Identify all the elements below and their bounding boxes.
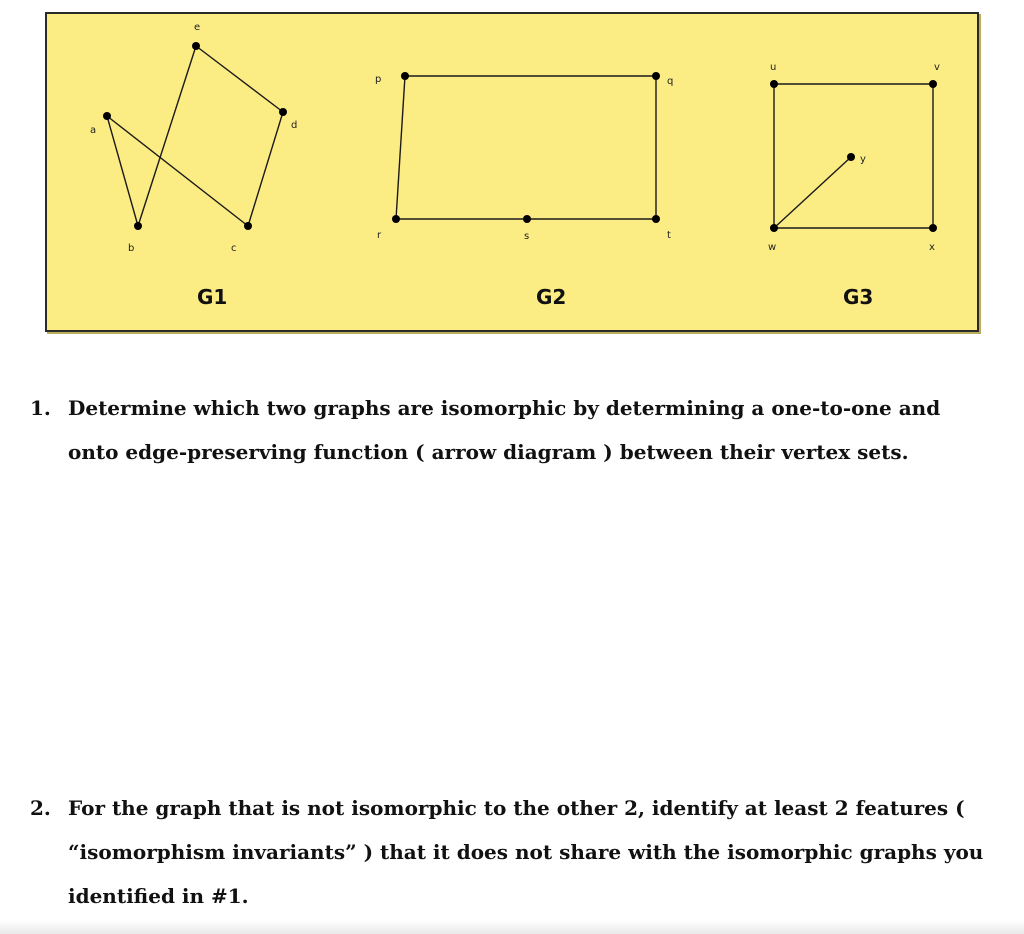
graph-label-g2: G2 xyxy=(536,285,567,309)
g3-vertex-label-y: y xyxy=(860,154,866,165)
g1-vertex-a xyxy=(103,112,111,120)
g3-edge-w-y xyxy=(774,157,851,228)
g1-vertex-c xyxy=(244,222,252,230)
g1-edge-a-c xyxy=(107,116,248,226)
question-2 xyxy=(30,786,990,918)
g3-vertex-label-w: w xyxy=(768,242,777,253)
g3-vertex-w xyxy=(770,224,778,232)
question-text: Determine which two graphs are isomorphic by determining a one-to-one and onto edge-preserving function ( arrow diagram ) between their vertex sets. xyxy=(68,396,941,464)
g2-edge-r-p xyxy=(396,76,405,219)
g1-vertex-label-d: d xyxy=(291,120,298,131)
g1-edge-e-d xyxy=(196,46,283,112)
graph-figure xyxy=(47,14,977,330)
graph-label-g1: G1 xyxy=(197,285,228,309)
g2-vertex-label-q: q xyxy=(667,76,674,87)
graph-figure-panel xyxy=(45,12,979,332)
g2-vertex-label-p: p xyxy=(375,74,382,85)
g3-vertex-label-x: x xyxy=(929,242,935,253)
graph-label-g3: G3 xyxy=(843,285,874,309)
g2-vertex-label-s: s xyxy=(524,231,530,242)
question-1 xyxy=(30,386,990,474)
g1-vertex-label-c: c xyxy=(231,243,237,254)
question-text: For the graph that is not isomorphic to the other 2, identify at least 2 features ( “isomorphism invariants” ) that it does not share with the isomorphic graphs you identified in #1. xyxy=(68,796,984,908)
g1-vertex-label-b: b xyxy=(128,243,135,254)
g2-vertex-label-t: t xyxy=(667,230,671,241)
g2-vertex-p xyxy=(401,72,409,80)
g2-vertex-label-r: r xyxy=(377,230,382,241)
g1-vertex-label-e: e xyxy=(194,22,201,33)
g1-vertex-d xyxy=(279,108,287,116)
g3-vertex-y xyxy=(847,153,855,161)
g3-vertex-label-v: v xyxy=(934,62,940,73)
g1-edge-a-b xyxy=(107,116,138,226)
g1-edge-b-e xyxy=(138,46,196,226)
g3-vertex-u xyxy=(770,80,778,88)
g3-vertex-x xyxy=(929,224,937,232)
g3-vertex-label-u: u xyxy=(770,62,777,73)
g1-vertex-label-a: a xyxy=(90,125,97,136)
question-number: 1. xyxy=(30,396,51,420)
g2-vertex-t xyxy=(652,215,660,223)
g1-vertex-e xyxy=(192,42,200,50)
page-bottom-shadow xyxy=(0,920,1024,934)
g2-vertex-s xyxy=(523,215,531,223)
question-number: 2. xyxy=(30,796,51,820)
g2-vertex-r xyxy=(392,215,400,223)
g1-vertex-b xyxy=(134,222,142,230)
g3-vertex-v xyxy=(929,80,937,88)
g1-edge-d-c xyxy=(248,112,283,226)
g2-vertex-q xyxy=(652,72,660,80)
